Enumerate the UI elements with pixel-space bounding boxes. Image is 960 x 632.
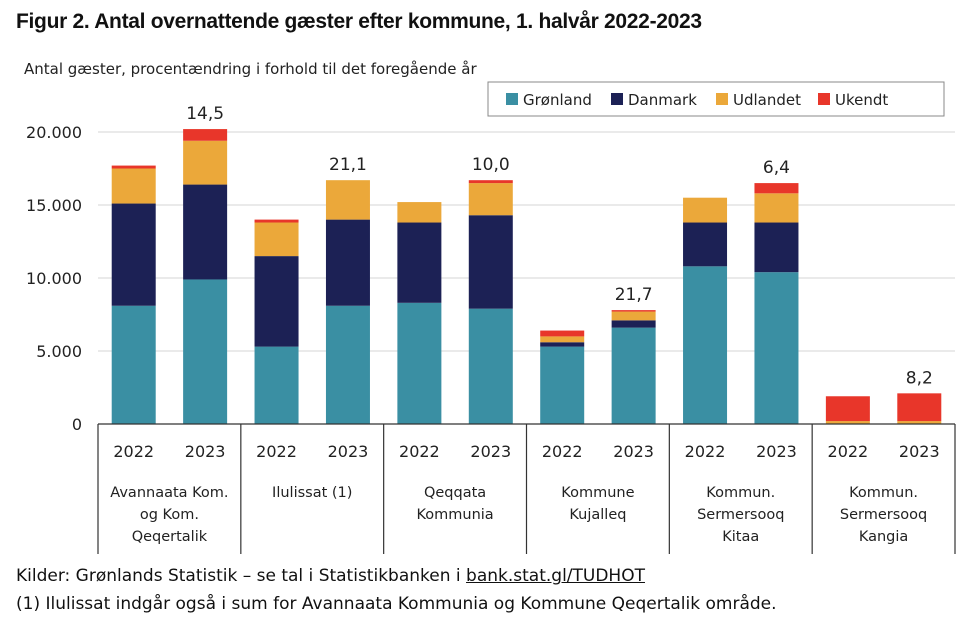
bar-segment <box>326 306 370 424</box>
bar-segment <box>540 331 584 337</box>
bar-segment <box>683 266 727 424</box>
bar-segment <box>183 141 227 185</box>
bar-segment <box>612 310 656 311</box>
bar-segment <box>540 342 584 346</box>
chart-subtitle: Antal gæster, procentændring i forhold til det foregående år <box>24 60 477 78</box>
group-label: Kommune <box>561 485 635 501</box>
x-tick-label: 2022 <box>684 442 726 461</box>
legend-swatch <box>611 93 623 105</box>
y-tick-label: 20.000 <box>26 123 82 142</box>
group-label: Kitaa <box>722 529 760 545</box>
bar-segment <box>112 306 156 424</box>
x-axis <box>98 424 955 554</box>
figure-title: Figur 2. Antal overnattende gæster efter kommune, 1. halvår 2022-2023 <box>16 10 702 33</box>
bar-segment <box>897 393 941 421</box>
bar-segment <box>397 223 441 303</box>
pct-change-label: 21,1 <box>329 155 367 176</box>
y-tick-label: 15.000 <box>26 196 82 215</box>
bar-segment <box>754 272 798 424</box>
y-tick-label: 0 <box>71 415 82 434</box>
x-tick-label: 2022 <box>256 442 297 461</box>
x-tick-label: 2022 <box>541 442 583 461</box>
y-tick-label: 10.000 <box>26 269 82 288</box>
group-label: og Kom. <box>139 507 199 523</box>
source-link[interactable]: bank.stat.gl/TUDHOT <box>466 566 645 586</box>
bar-segment <box>683 198 727 223</box>
bar-segment <box>754 193 798 222</box>
legend-label: Udlandet <box>733 91 801 109</box>
bar-segment <box>469 183 513 215</box>
x-tick-label: 2023 <box>184 442 226 461</box>
x-tick-label: 2023 <box>613 442 654 461</box>
x-tick-label: 2023 <box>898 442 940 461</box>
bar-segment <box>112 204 156 306</box>
group-label: Sermersooq <box>697 507 785 523</box>
bar-segment <box>612 320 656 327</box>
bar-segment <box>112 169 156 204</box>
bar-segment <box>255 256 299 347</box>
group-label: Kommun. <box>706 485 776 501</box>
bar-segment <box>255 347 299 424</box>
bar-segment <box>255 220 299 223</box>
x-tick-label: 2022 <box>399 442 440 461</box>
legend-swatch <box>506 93 518 105</box>
source-note <box>16 566 645 586</box>
bar-segment <box>826 396 870 421</box>
bar-segment <box>469 215 513 308</box>
x-tick-label: 2022 <box>113 442 155 461</box>
group-label: Kommunia <box>416 507 494 523</box>
legend-label: Danmark <box>628 91 697 109</box>
bar-segment <box>183 185 227 280</box>
bar-segment <box>183 129 227 141</box>
pct-change-label: 6,4 <box>762 158 790 179</box>
bar-segment <box>397 303 441 424</box>
source-prefix: Kilder: Grønlands Statistik – se tal i Statistikbanken i <box>16 566 467 586</box>
footnote: (1) Ilulissat indgår også i sum for Avannaata Kommunia og Kommune Qeqertalik område. <box>16 594 777 614</box>
group-label: Avannaata Kom. <box>110 485 229 501</box>
group-label: Qeqqata <box>423 485 487 501</box>
pct-change-label: 21,7 <box>614 285 653 306</box>
x-tick-label: 2023 <box>470 442 512 461</box>
pct-change-label: 10,0 <box>471 155 510 176</box>
group-label: Kommun. <box>849 485 919 501</box>
group-label: Qeqertalik <box>131 529 208 545</box>
bar-segment <box>397 202 441 222</box>
y-axis-ticks <box>26 123 82 434</box>
bar-segment <box>326 220 370 306</box>
bar-segment <box>683 223 727 267</box>
group-label: Kujalleq <box>569 507 627 523</box>
x-tick-label: 2022 <box>827 442 869 461</box>
pct-change-label: 8,2 <box>905 368 933 389</box>
group-label: Sermersooq <box>839 507 928 523</box>
bar-segment <box>754 223 798 273</box>
legend-swatch <box>716 93 728 105</box>
x-tick-label: 2023 <box>327 442 369 461</box>
legend-label: Grønland <box>523 91 592 109</box>
pct-change-label: 14,5 <box>186 104 225 125</box>
bar-segment <box>255 223 299 257</box>
bar-segment <box>754 183 798 193</box>
x-tick-label: 2023 <box>756 442 797 461</box>
bar-segment <box>612 328 656 424</box>
bar-segment <box>540 347 584 424</box>
bars <box>112 129 942 424</box>
group-label: Ilulissat (1) <box>272 485 353 501</box>
legend-label: Ukendt <box>835 91 889 109</box>
bar-segment <box>326 180 370 219</box>
y-tick-label: 5.000 <box>36 342 82 361</box>
bar-segment <box>540 336 584 342</box>
bar-segment <box>469 180 513 183</box>
group-label: Kangia <box>858 529 909 545</box>
legend <box>488 82 944 116</box>
bar-segment <box>183 279 227 424</box>
bar-segment <box>112 166 156 169</box>
legend-swatch <box>818 93 830 105</box>
bar-segment <box>469 309 513 424</box>
bar-segment <box>612 312 656 321</box>
